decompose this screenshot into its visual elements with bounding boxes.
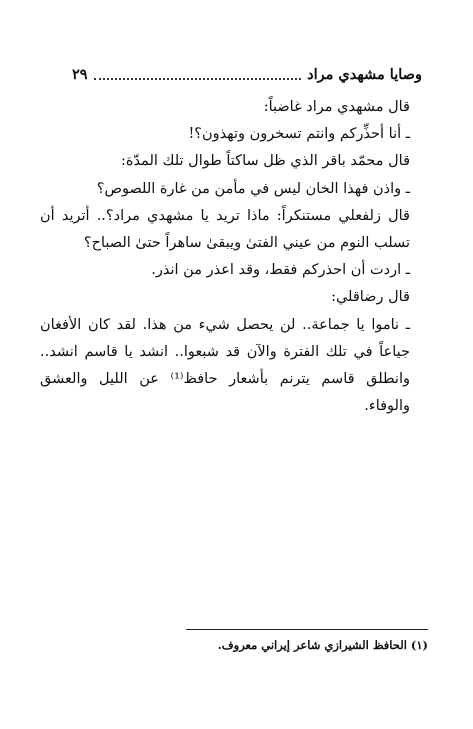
footnote-separator xyxy=(186,629,428,630)
page-header xyxy=(72,62,422,86)
footnote: (١) الحافظ الشيرازي شاعر إيراني معروف. xyxy=(217,638,428,652)
page-number: ٢٩ xyxy=(72,65,88,83)
paragraph: ـ ناموا يا جماعة.. لن يحصل شيء من هذا. لقد كان الأفغان جياعاً في تلك الفترة والآن قد شبعوا.. انشد يا قاسم انشد.. وانطلق قاسم يترنم بأشعار حافظ⁽¹⁾ عن الليل والعشق والوفاء. xyxy=(40,316,410,415)
header-dot-leader xyxy=(94,68,302,80)
paragraph: قال مشهدي مراد غاضباً: xyxy=(263,99,410,115)
running-title: وصايا مشهدي مراد xyxy=(307,65,422,83)
paragraph: ـ أنا أحذِّركم وانتم تسخرون وتهذون؟! xyxy=(188,126,410,143)
paragraph: قال محمّد باقر الذي ظل ساكتاً طوال تلك المدّة: xyxy=(120,153,410,170)
paragraph: ـ اردت أن احذركم فقط، وقد اعذر من انذر. xyxy=(151,262,410,279)
paragraph: ـ واذن فهذا الخان ليس في مأمن من غارة اللصوص؟ xyxy=(96,180,410,197)
body-text xyxy=(40,94,430,420)
paragraph: قال رضاقلي: xyxy=(331,289,410,306)
paragraph: قال زلفعلي مستنكراً: ماذا تريد يا مشهدي مراد؟.. أتريد أن تسلب النوم من عيني الفتىٰ ويبقىٰ ساهراً حتىٰ الصباح؟ xyxy=(40,207,410,252)
